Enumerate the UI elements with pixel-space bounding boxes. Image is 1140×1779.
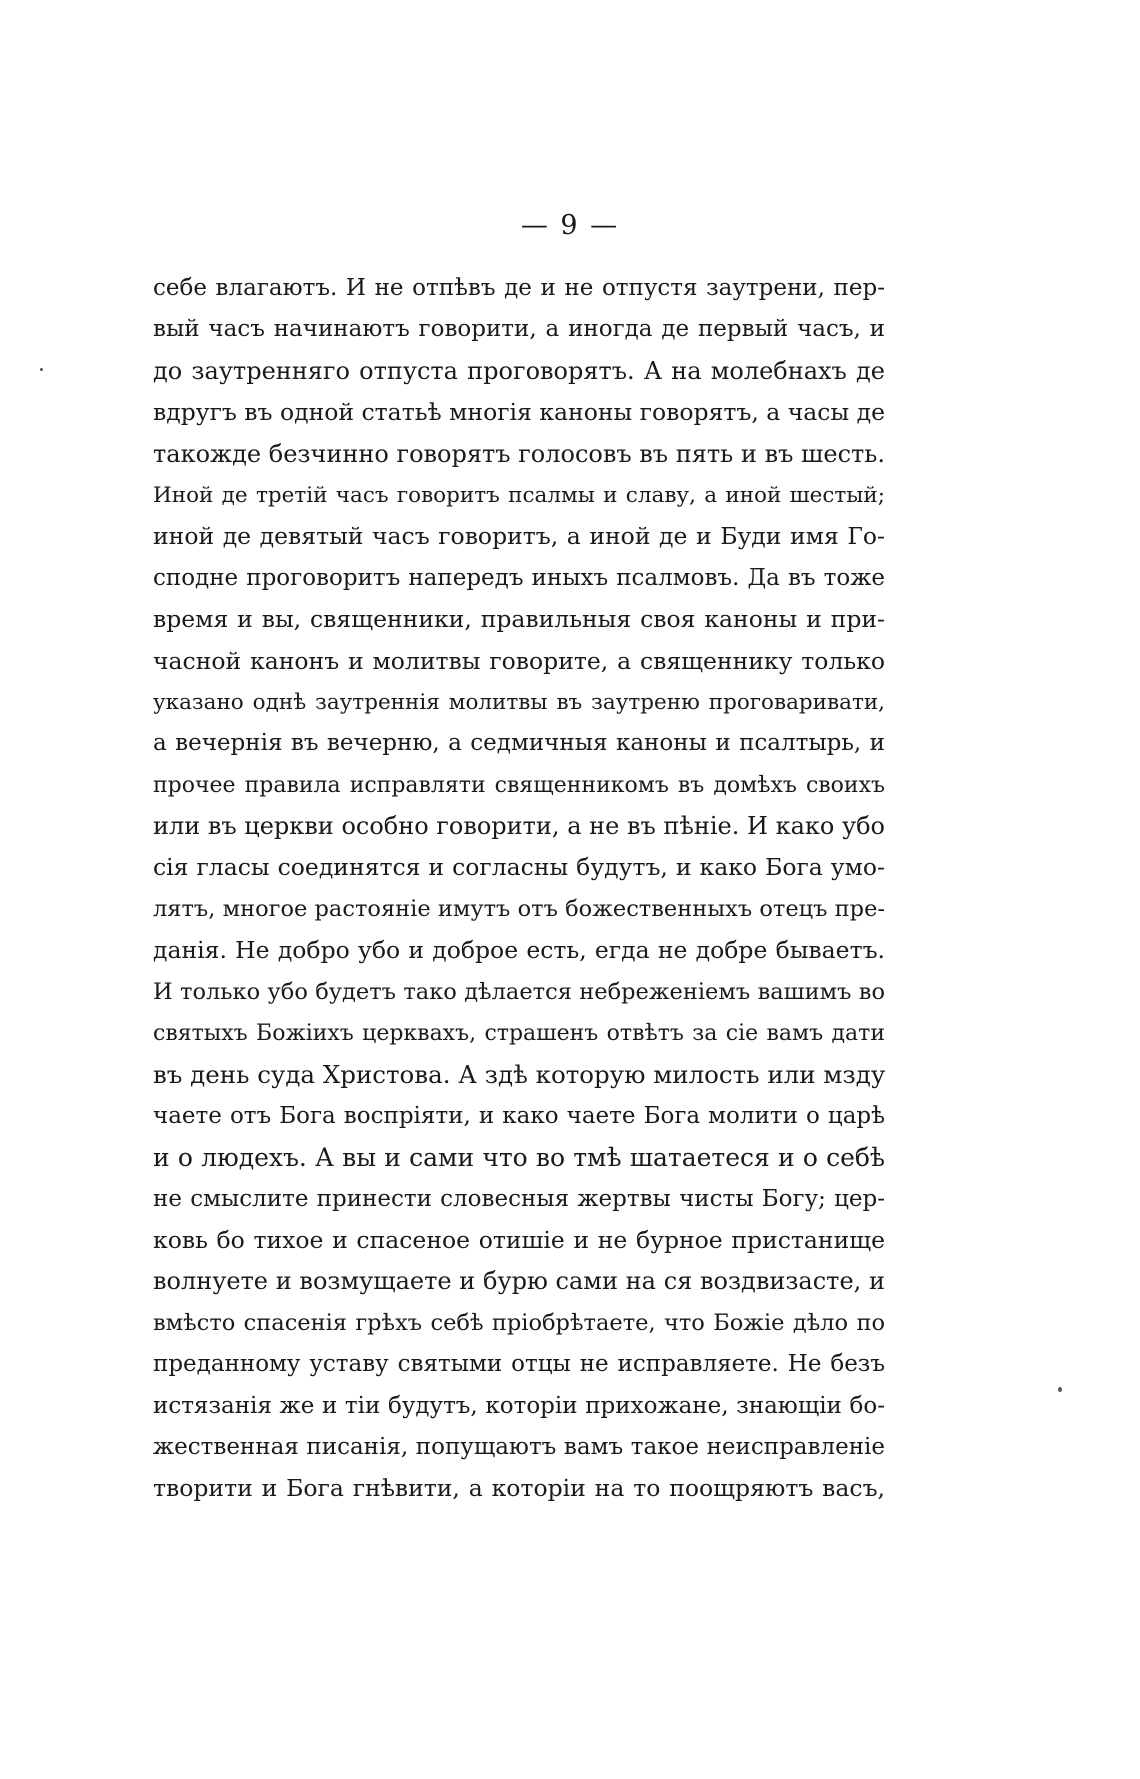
text-line: такожде безчинно говорятъ голосовъ въ пять и въ шесть.: [153, 439, 885, 468]
text-line: ковь бо тихое и спасеное отишіе и не бурное пристанище: [153, 1225, 885, 1254]
text-line: чаете отъ Бога воспріяти, и како чаете Бога молити о царѣ: [153, 1102, 885, 1129]
page-number: — 9 —: [520, 210, 620, 241]
text-line: творити и Бога гнѣвити, а которіи на то поощряютъ васъ,: [153, 1474, 885, 1503]
text-line: преданному уставу святыми отцы не исправляете. Не безъ: [153, 1351, 885, 1378]
text-line: истязанія же и тіи будутъ, которіи прихожане, знающіи бо-: [153, 1392, 885, 1419]
scan-speck: [40, 368, 43, 371]
text-line: не смыслите принести словесныя жертвы чисты Богу; цер-: [153, 1185, 885, 1212]
text-line: въ день суда Христова. А здѣ которую милость или мзду: [153, 1060, 886, 1090]
text-line: И только убо будетъ тако дѣлается небреженіемъ вашимъ во: [153, 978, 885, 1005]
text-line: данія. Не добро убо и доброе есть, егда не добре бываетъ.: [153, 936, 885, 965]
text-line: себе влагаютъ. И не отпѣвъ де и не отпустя заутрени, пер-: [153, 275, 885, 301]
text-line: лятъ, многое растояніе имутъ отъ божественныхъ отецъ пре-: [153, 895, 885, 922]
text-line: вмѣсто спасенія грѣхъ себѣ пріобрѣтаете, что Божіе дѣло по: [153, 1309, 885, 1336]
text-line: часной канонъ и молитвы говорите, а священнику только: [153, 646, 885, 675]
body-text: [153, 268, 885, 1510]
text-line: а вечернія въ вечерню, а седмичныя каноны и псалтырь, и: [153, 730, 885, 757]
text-line: жественная писанія, попущаютъ вамъ такое неисправленіе: [153, 1433, 885, 1460]
text-line: сподне проговоритъ напередъ иныхъ псалмовъ. Да въ тоже: [153, 564, 885, 591]
text-line: иной де девятый часъ говоритъ, а иной де и Буди имя Го-: [153, 522, 885, 551]
text-line: время и вы, священники, правильныя своя каноны и при-: [153, 605, 885, 634]
text-line: и о людехъ. А вы и сами что во тмѣ шатаетеся и о себѣ: [153, 1143, 885, 1173]
text-line: вый часъ начинаютъ говорити, а иногда де первый часъ, и: [153, 316, 885, 343]
text-line: святыхъ Божіихъ церквахъ, страшенъ отвѣтъ за сіе вамъ дати: [153, 1021, 885, 1047]
text-line: до заутренняго отпуста проговорятъ. А на молебнахъ де: [153, 356, 885, 385]
text-line: вдругъ въ одной статьѣ многія каноны говорятъ, а часы де: [153, 398, 886, 427]
text-line: Иной де третій часъ говоритъ псалмы и славу, а иной шестый;: [153, 482, 885, 508]
text-line: сія гласы соединятся и согласны будутъ, и како Бога умо-: [153, 853, 885, 882]
text-line: прочее правила исправляти священникомъ въ домѣхъ своихъ: [153, 772, 885, 798]
scan-speck: [1058, 1387, 1062, 1392]
text-line: указано однѣ заутреннія молитвы въ заутреню проговаривати,: [153, 689, 885, 715]
text-line: или въ церкви особно говорити, а не въ пѣніе. И како убо: [153, 812, 885, 841]
text-line: волнуете и возмущаете и бурю сами на ся воздвизасте, и: [153, 1267, 885, 1296]
